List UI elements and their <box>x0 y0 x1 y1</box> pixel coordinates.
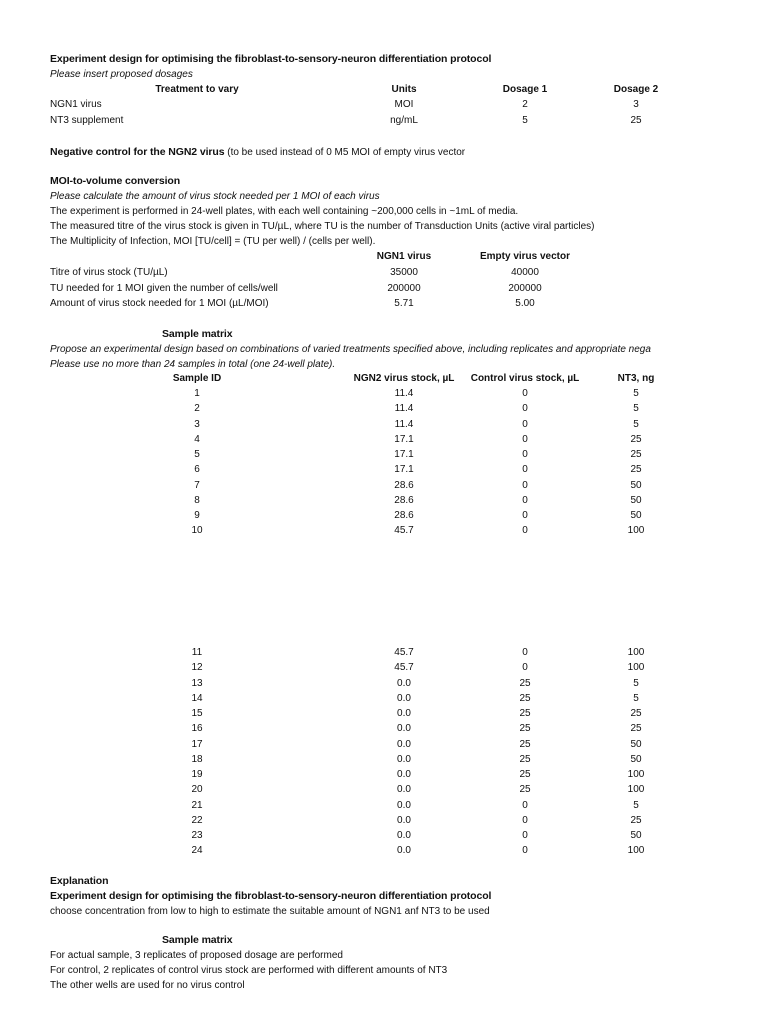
matrix-sample-id: 13 <box>191 677 203 689</box>
conversion-header-empty-vector: Empty virus vector <box>479 251 571 262</box>
treatment-units: MOI <box>394 99 414 110</box>
matrix-header-ngn2: NGN2 virus stock, µL <box>353 373 455 384</box>
explanation-matrix-title: Sample matrix <box>162 934 233 946</box>
matrix-sample-id: 21 <box>191 799 203 811</box>
matrix-control-value: 25 <box>519 677 531 689</box>
matrix-header-nt3: NT3, ng <box>617 373 655 384</box>
matrix-nt3-value: 50 <box>630 738 642 750</box>
matrix-control-value: 0 <box>522 494 528 506</box>
matrix-ngn2-value: 0.0 <box>397 845 411 857</box>
matrix-sample-id: 3 <box>194 418 200 430</box>
page-title: Experiment design for optimising the fibroblast-to-sensory-neuron differentiation protocol <box>50 53 492 65</box>
matrix-sample-id: 5 <box>194 449 200 460</box>
matrix-nt3-value: 25 <box>630 723 642 735</box>
matrix-nt3-value: 100 <box>627 769 645 780</box>
matrix-ngn2-value: 0.0 <box>397 677 411 689</box>
conversion-info-line: The measured titre of the virus stock is given in TU/µL, where TU is the number of Transduction Units (active viral particles) <box>50 221 595 232</box>
matrix-nt3-value: 25 <box>630 708 642 719</box>
matrix-nt3-value: 100 <box>627 845 645 857</box>
matrix-nt3-value: 100 <box>627 662 645 674</box>
matrix-control-value: 25 <box>519 784 531 796</box>
matrix-control-value: 0 <box>522 799 528 811</box>
matrix-sample-id: 24 <box>191 845 203 857</box>
treatments-header-dosage2: Dosage 2 <box>613 84 659 95</box>
treatment-dosage1: 5 <box>522 115 528 126</box>
explanation-line: The other wells are used for no virus control <box>50 980 245 991</box>
matrix-ngn2-value: 0.0 <box>397 692 411 704</box>
matrix-nt3-value: 5 <box>633 403 639 415</box>
matrix-nt3-value: 50 <box>630 494 642 506</box>
treatment-dosage1: 2 <box>522 99 528 110</box>
matrix-control-value: 0 <box>522 662 528 674</box>
treatment-name: NT3 supplement <box>50 115 124 126</box>
conversion-row-label: Titre of virus stock (TU/µL) <box>50 267 168 278</box>
matrix-ngn2-value: 0.0 <box>397 799 411 811</box>
matrix-header-sample-id: Sample ID <box>172 373 222 384</box>
matrix-ngn2-value: 0.0 <box>397 738 411 750</box>
matrix-ngn2-value: 28.6 <box>394 494 414 506</box>
matrix-control-value: 0 <box>522 510 528 521</box>
matrix-ngn2-value: 11.4 <box>394 418 414 430</box>
explanation-label: Explanation <box>50 875 109 887</box>
matrix-control-value: 0 <box>522 418 528 430</box>
conversion-row-label: TU needed for 1 MOI given the number of cells/well <box>50 283 278 294</box>
treatment-name: NGN1 virus <box>50 99 102 110</box>
matrix-title: Sample matrix <box>162 328 233 340</box>
matrix-sample-id: 1 <box>194 388 200 399</box>
treatments-header-dosage1: Dosage 1 <box>502 84 548 95</box>
matrix-control-value: 25 <box>519 708 531 719</box>
conversion-ngn1-value: 5.71 <box>394 298 414 309</box>
treatments-header-treatment: Treatment to vary <box>155 84 239 95</box>
matrix-control-value: 25 <box>519 769 531 780</box>
matrix-control-value: 25 <box>519 753 531 765</box>
matrix-ngn2-value: 28.6 <box>394 510 414 521</box>
matrix-sample-id: 14 <box>191 692 203 704</box>
matrix-sample-id: 20 <box>191 784 203 796</box>
matrix-sample-id: 8 <box>194 494 200 506</box>
conversion-info-line: The Multiplicity of Infection, MOI [TU/cell] = (TU per well) / (cells per well). <box>50 236 376 247</box>
conversion-ngn1-value: 35000 <box>390 267 418 278</box>
conversion-title: MOI-to-volume conversion <box>50 175 181 187</box>
matrix-sample-id: 9 <box>194 510 200 521</box>
matrix-sample-id: 4 <box>194 433 200 445</box>
matrix-ngn2-value: 0.0 <box>397 769 411 780</box>
conversion-instruction: Please calculate the amount of virus stock needed per 1 MOI of each virus <box>50 191 380 202</box>
matrix-ngn2-value: 0.0 <box>397 723 411 735</box>
matrix-nt3-value: 50 <box>630 753 642 765</box>
matrix-control-value: 0 <box>522 525 528 537</box>
conversion-ngn1-value: 200000 <box>387 283 421 294</box>
conversion-empty-value: 200000 <box>508 283 542 294</box>
matrix-control-value: 0 <box>522 449 528 460</box>
matrix-sample-id: 15 <box>191 708 203 719</box>
matrix-control-value: 25 <box>519 723 531 735</box>
matrix-sample-id: 22 <box>191 814 203 826</box>
matrix-sample-id: 16 <box>191 723 203 735</box>
matrix-control-value: 0 <box>522 814 528 826</box>
matrix-ngn2-value: 17.1 <box>394 449 414 460</box>
matrix-control-value: 25 <box>519 738 531 750</box>
conversion-empty-value: 40000 <box>511 267 539 278</box>
matrix-nt3-value: 100 <box>627 784 645 796</box>
matrix-nt3-value: 25 <box>630 433 642 445</box>
conversion-info-line: The experiment is performed in 24-well plates, with each well containing ~200,000 cells in ~1mL of media. <box>50 206 519 217</box>
matrix-ngn2-value: 0.0 <box>397 708 411 719</box>
matrix-nt3-value: 50 <box>630 830 642 841</box>
matrix-sample-id: 19 <box>191 769 203 780</box>
matrix-ngn2-value: 0.0 <box>397 784 411 796</box>
matrix-control-value: 0 <box>522 433 528 445</box>
explanation-title: Experiment design for optimising the fibroblast-to-sensory-neuron differentiation protocol <box>50 890 492 902</box>
matrix-sample-id: 11 <box>191 647 203 658</box>
negative-control-label: Negative control for the NGN2 virus <box>50 146 225 158</box>
explanation-text: choose concentration from low to high to estimate the suitable amount of NGN1 anf NT3 to be used <box>50 906 490 917</box>
matrix-sample-id: 2 <box>194 403 200 415</box>
matrix-control-value: 0 <box>522 830 528 841</box>
matrix-ngn2-value: 0.0 <box>397 753 411 765</box>
matrix-sample-id: 18 <box>191 753 203 765</box>
matrix-sample-id: 7 <box>194 479 200 491</box>
conversion-empty-value: 5.00 <box>515 298 535 309</box>
matrix-nt3-value: 5 <box>633 692 639 704</box>
conversion-row-label: Amount of virus stock needed for 1 MOI (µL/MOI) <box>50 298 269 309</box>
matrix-instruction: Propose an experimental design based on combinations of varied treatments specified above, including replicates and appropriate nega <box>50 344 651 355</box>
matrix-ngn2-value: 45.7 <box>394 647 414 658</box>
matrix-control-value: 0 <box>522 388 528 399</box>
matrix-sample-id: 17 <box>191 738 203 750</box>
matrix-header-control: Control virus stock, µL <box>470 373 580 384</box>
matrix-ngn2-value: 45.7 <box>394 525 414 537</box>
matrix-control-value: 0 <box>522 464 528 476</box>
matrix-ngn2-value: 45.7 <box>394 662 414 674</box>
explanation-line: For actual sample, 3 replicates of proposed dosage are performed <box>50 950 343 961</box>
matrix-nt3-value: 5 <box>633 677 639 689</box>
matrix-nt3-value: 100 <box>627 525 645 537</box>
matrix-ngn2-value: 11.4 <box>394 388 414 399</box>
matrix-sample-id: 23 <box>191 830 203 841</box>
matrix-nt3-value: 5 <box>633 418 639 430</box>
negative-control-line <box>50 146 465 159</box>
matrix-instruction: Please use no more than 24 samples in total (one 24-well plate). <box>50 359 336 370</box>
matrix-ngn2-value: 28.6 <box>394 479 414 491</box>
matrix-ngn2-value: 0.0 <box>397 814 411 826</box>
treatment-dosage2: 25 <box>630 115 642 126</box>
matrix-sample-id: 10 <box>191 525 203 537</box>
treatment-dosage2: 3 <box>633 99 639 110</box>
page-subtitle: Please insert proposed dosages <box>50 69 193 80</box>
conversion-header-ngn1: NGN1 virus <box>376 251 432 262</box>
matrix-ngn2-value: 0.0 <box>397 830 411 841</box>
matrix-control-value: 0 <box>522 647 528 658</box>
matrix-nt3-value: 100 <box>627 647 645 658</box>
matrix-nt3-value: 50 <box>630 510 642 521</box>
matrix-nt3-value: 50 <box>630 479 642 491</box>
matrix-nt3-value: 25 <box>630 464 642 476</box>
explanation-line: For control, 2 replicates of control virus stock are performed with different amounts of NT3 <box>50 965 448 976</box>
matrix-control-value: 0 <box>522 845 528 857</box>
matrix-nt3-value: 5 <box>633 799 639 811</box>
treatments-header-units: Units <box>391 84 417 95</box>
matrix-ngn2-value: 11.4 <box>394 403 414 415</box>
matrix-control-value: 0 <box>522 479 528 491</box>
matrix-ngn2-value: 17.1 <box>394 464 414 476</box>
matrix-nt3-value: 25 <box>630 814 642 826</box>
matrix-ngn2-value: 17.1 <box>394 433 414 445</box>
treatment-units: ng/mL <box>390 115 418 126</box>
matrix-sample-id: 12 <box>191 662 203 674</box>
matrix-nt3-value: 25 <box>630 449 642 460</box>
matrix-control-value: 25 <box>519 692 531 704</box>
matrix-control-value: 0 <box>522 403 528 415</box>
matrix-sample-id: 6 <box>194 464 200 476</box>
matrix-nt3-value: 5 <box>633 388 639 399</box>
negative-control-note: (to be used instead of 0 M5 MOI of empty virus vector <box>227 147 466 158</box>
